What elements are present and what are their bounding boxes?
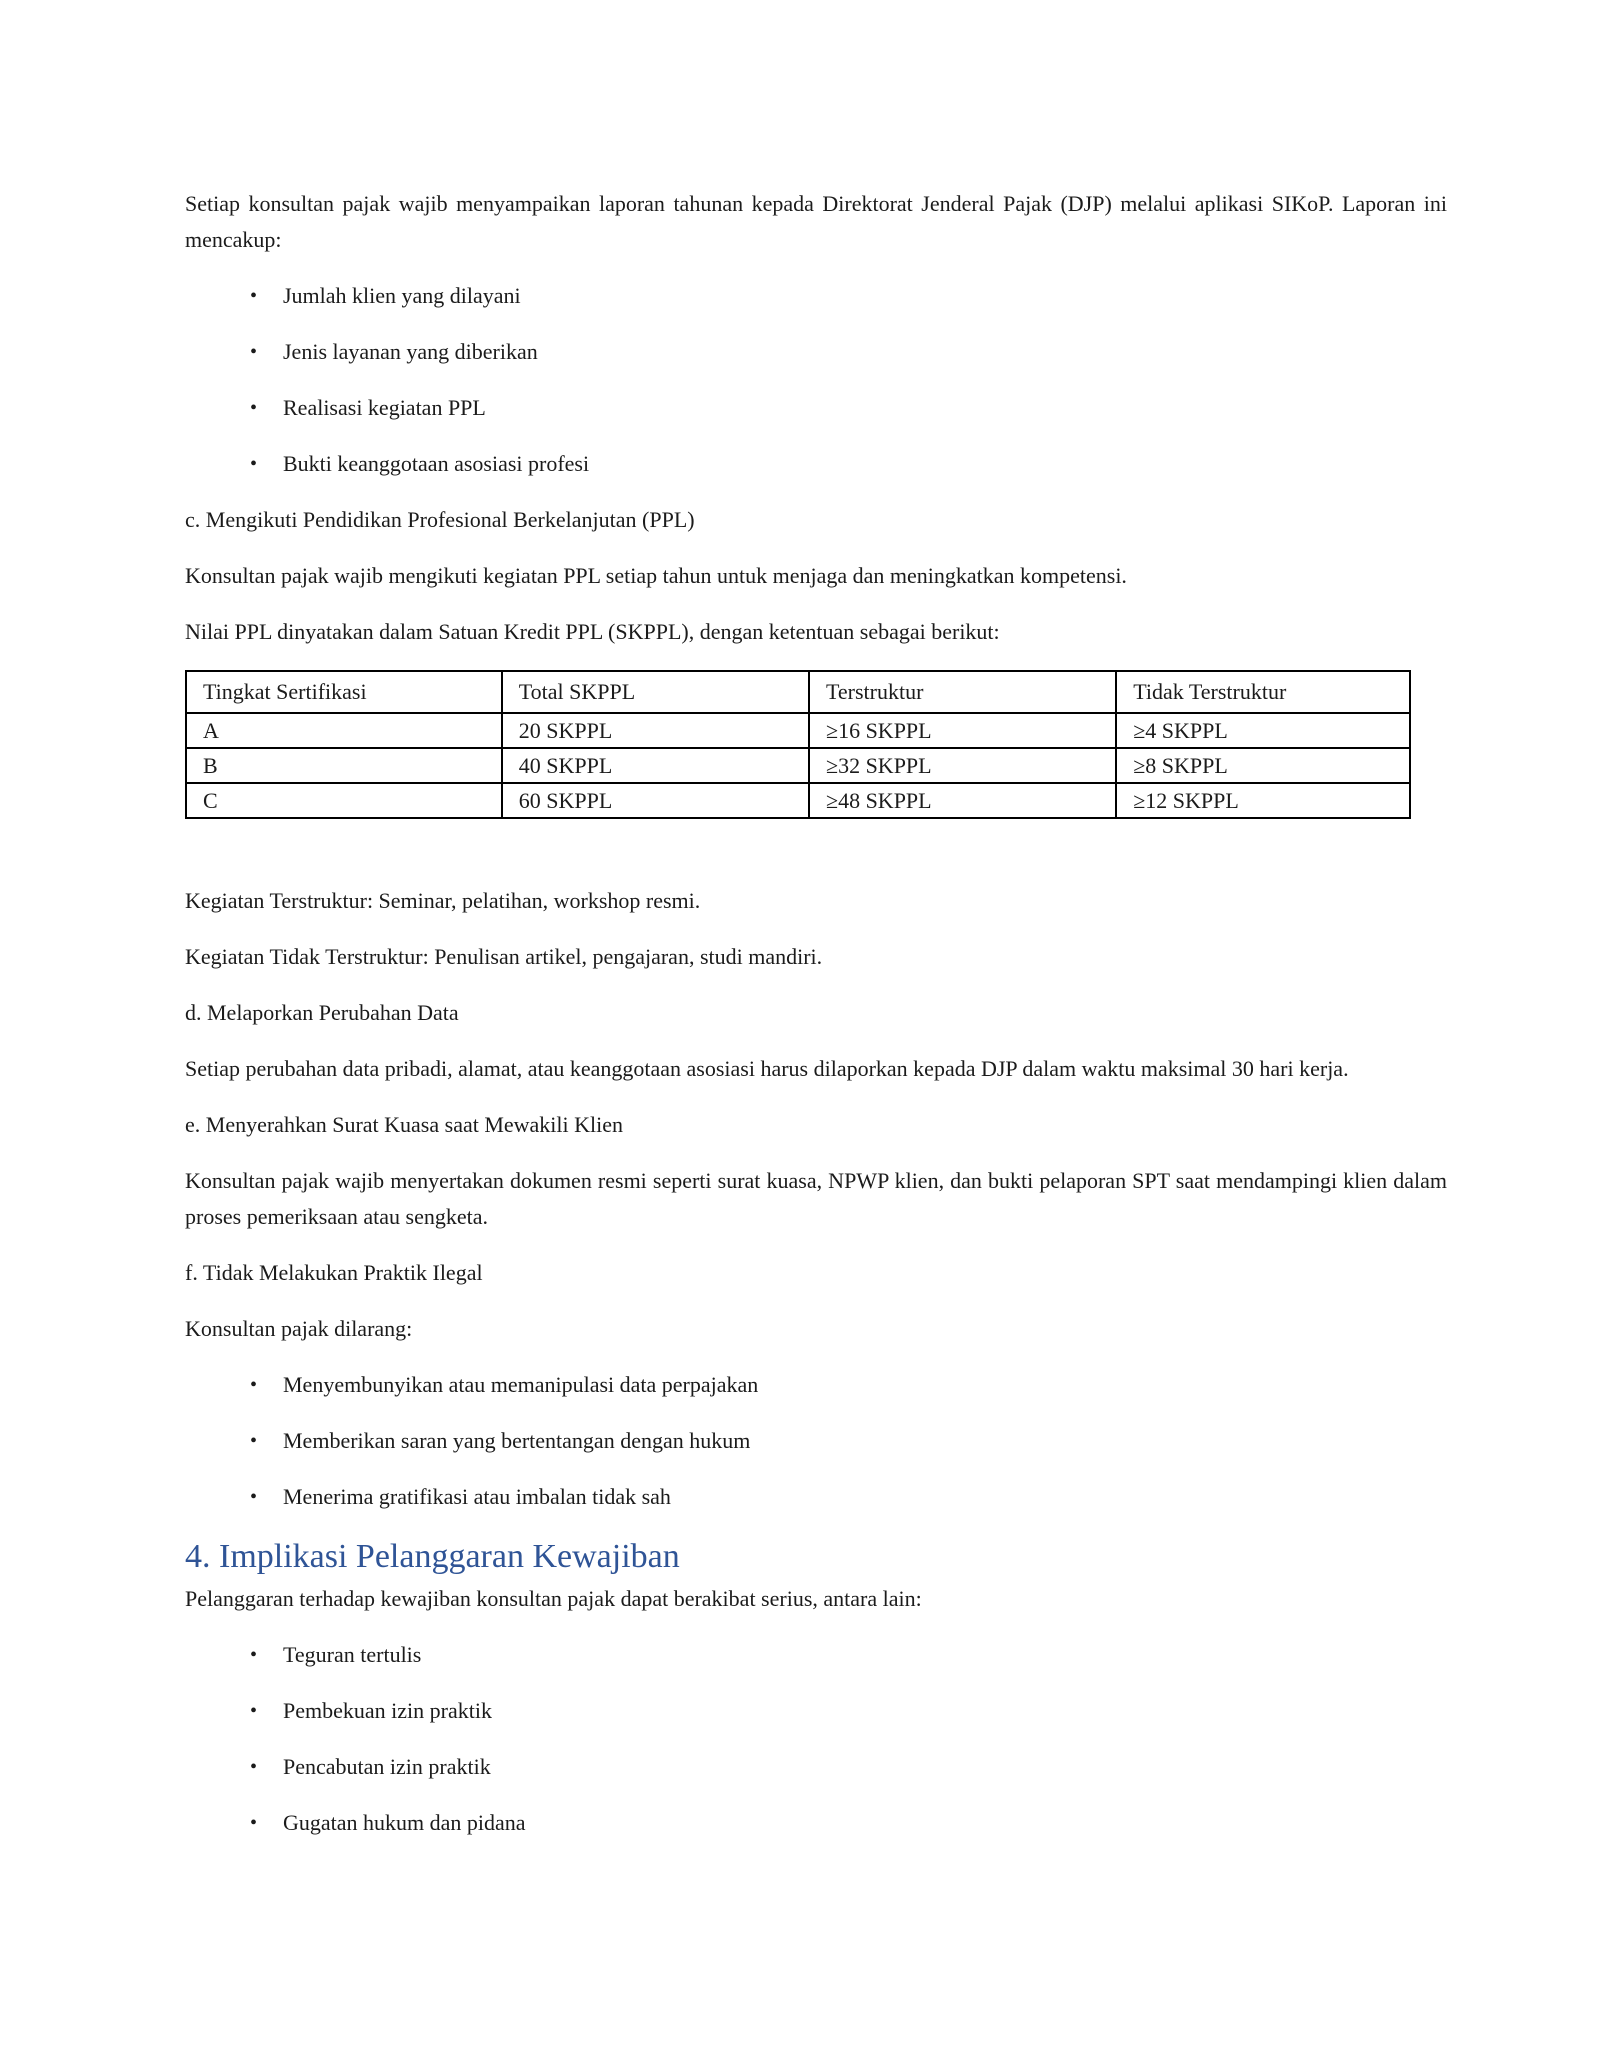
tidak-terstruktur-note: Kegiatan Tidak Terstruktur: Penulisan artikel, pengajaran, studi mandiri. [185, 944, 823, 969]
table-header-cell: Total SKPPL [502, 671, 809, 713]
terstruktur-note: Kegiatan Terstruktur: Seminar, pelatihan, workshop resmi. [185, 888, 701, 913]
table-cell: B [186, 748, 502, 783]
skppl-requirements-table [185, 670, 1411, 819]
list-item: • Realisasi kegiatan PPL [283, 390, 1447, 426]
list-item: • Pembekuan izin praktik [283, 1693, 1447, 1729]
table-header-cell: Tidak Terstruktur [1116, 671, 1410, 713]
table-cell: C [186, 783, 502, 818]
section-d-paragraph: Setiap perubahan data pribadi, alamat, atau keanggotaan asosiasi harus dilaporkan kepada DJP dalam waktu maksimal 30 hari kerja. [185, 1056, 1349, 1081]
table-cell: 60 SKPPL [502, 783, 809, 818]
section-c-paragraph-2: Nilai PPL dinyatakan dalam Satuan Kredit PPL (SKPPL), dengan ketentuan sebagai berikut: [185, 619, 1000, 644]
section-c-title: c. Mengikuti Pendidikan Profesional Berkelanjutan (PPL) [185, 507, 695, 532]
list-item: • Pencabutan izin praktik [283, 1749, 1447, 1785]
list-item: • Bukti keanggotaan asosiasi profesi [283, 446, 1447, 482]
table-cell: ≥4 SKPPL [1116, 713, 1410, 748]
sanction-items-list [185, 1637, 1447, 1841]
list-item: • Teguran tertulis [283, 1637, 1447, 1673]
table-cell: A [186, 713, 502, 748]
table-cell: 20 SKPPL [502, 713, 809, 748]
prohibited-items-list [185, 1367, 1447, 1515]
table-cell: 40 SKPPL [502, 748, 809, 783]
section-c-paragraph-1: Konsultan pajak wajib mengikuti kegiatan PPL setiap tahun untuk menjaga dan meningkatkan kompetensi. [185, 563, 1127, 588]
list-item: • Gugatan hukum dan pidana [283, 1805, 1447, 1841]
table-row [186, 748, 1410, 783]
section-4-heading: 4. Implikasi Pelanggaran Kewajiban [185, 1538, 680, 1575]
list-item: • Memberikan saran yang bertentangan dengan hukum [283, 1423, 1447, 1459]
table-cell: ≥16 SKPPL [809, 713, 1116, 748]
table-header-cell: Terstruktur [809, 671, 1116, 713]
table-row [186, 713, 1410, 748]
list-item: • Jumlah klien yang dilayani [283, 278, 1447, 314]
table-header-row [186, 671, 1410, 713]
section-e-title: e. Menyerahkan Surat Kuasa saat Mewakili Klien [185, 1112, 624, 1137]
list-item: • Menyembunyikan atau memanipulasi data perpajakan [283, 1367, 1447, 1403]
section-f-title: f. Tidak Melakukan Praktik Ilegal [185, 1260, 483, 1285]
list-item: • Jenis layanan yang diberikan [283, 334, 1447, 370]
table-cell: ≥48 SKPPL [809, 783, 1116, 818]
table-cell: ≥8 SKPPL [1116, 748, 1410, 783]
section-e-paragraph: Konsultan pajak wajib menyertakan dokumen resmi seperti surat kuasa, NPWP klien, dan bukti pelaporan SPT saat mendampingi klien dalam proses pemeriksaan atau sengketa. [185, 1168, 1447, 1229]
intro-paragraph: Setiap konsultan pajak wajib menyampaikan laporan tahunan kepada Direktorat Jenderal Pajak (DJP) melalui aplikasi SIKoP. Laporan ini mencakup: [185, 191, 1447, 252]
section-4-paragraph: Pelanggaran terhadap kewajiban konsultan pajak dapat berakibat serius, antara lain: [185, 1586, 922, 1611]
table-cell: ≥32 SKPPL [809, 748, 1116, 783]
table-row [186, 783, 1410, 818]
list-item: • Menerima gratifikasi atau imbalan tidak sah [283, 1479, 1447, 1515]
section-f-paragraph: Konsultan pajak dilarang: [185, 1316, 413, 1341]
section-d-title: d. Melaporkan Perubahan Data [185, 1000, 459, 1025]
table-cell: ≥12 SKPPL [1116, 783, 1410, 818]
table-header-cell: Tingkat Sertifikasi [186, 671, 502, 713]
report-items-list [185, 278, 1447, 482]
